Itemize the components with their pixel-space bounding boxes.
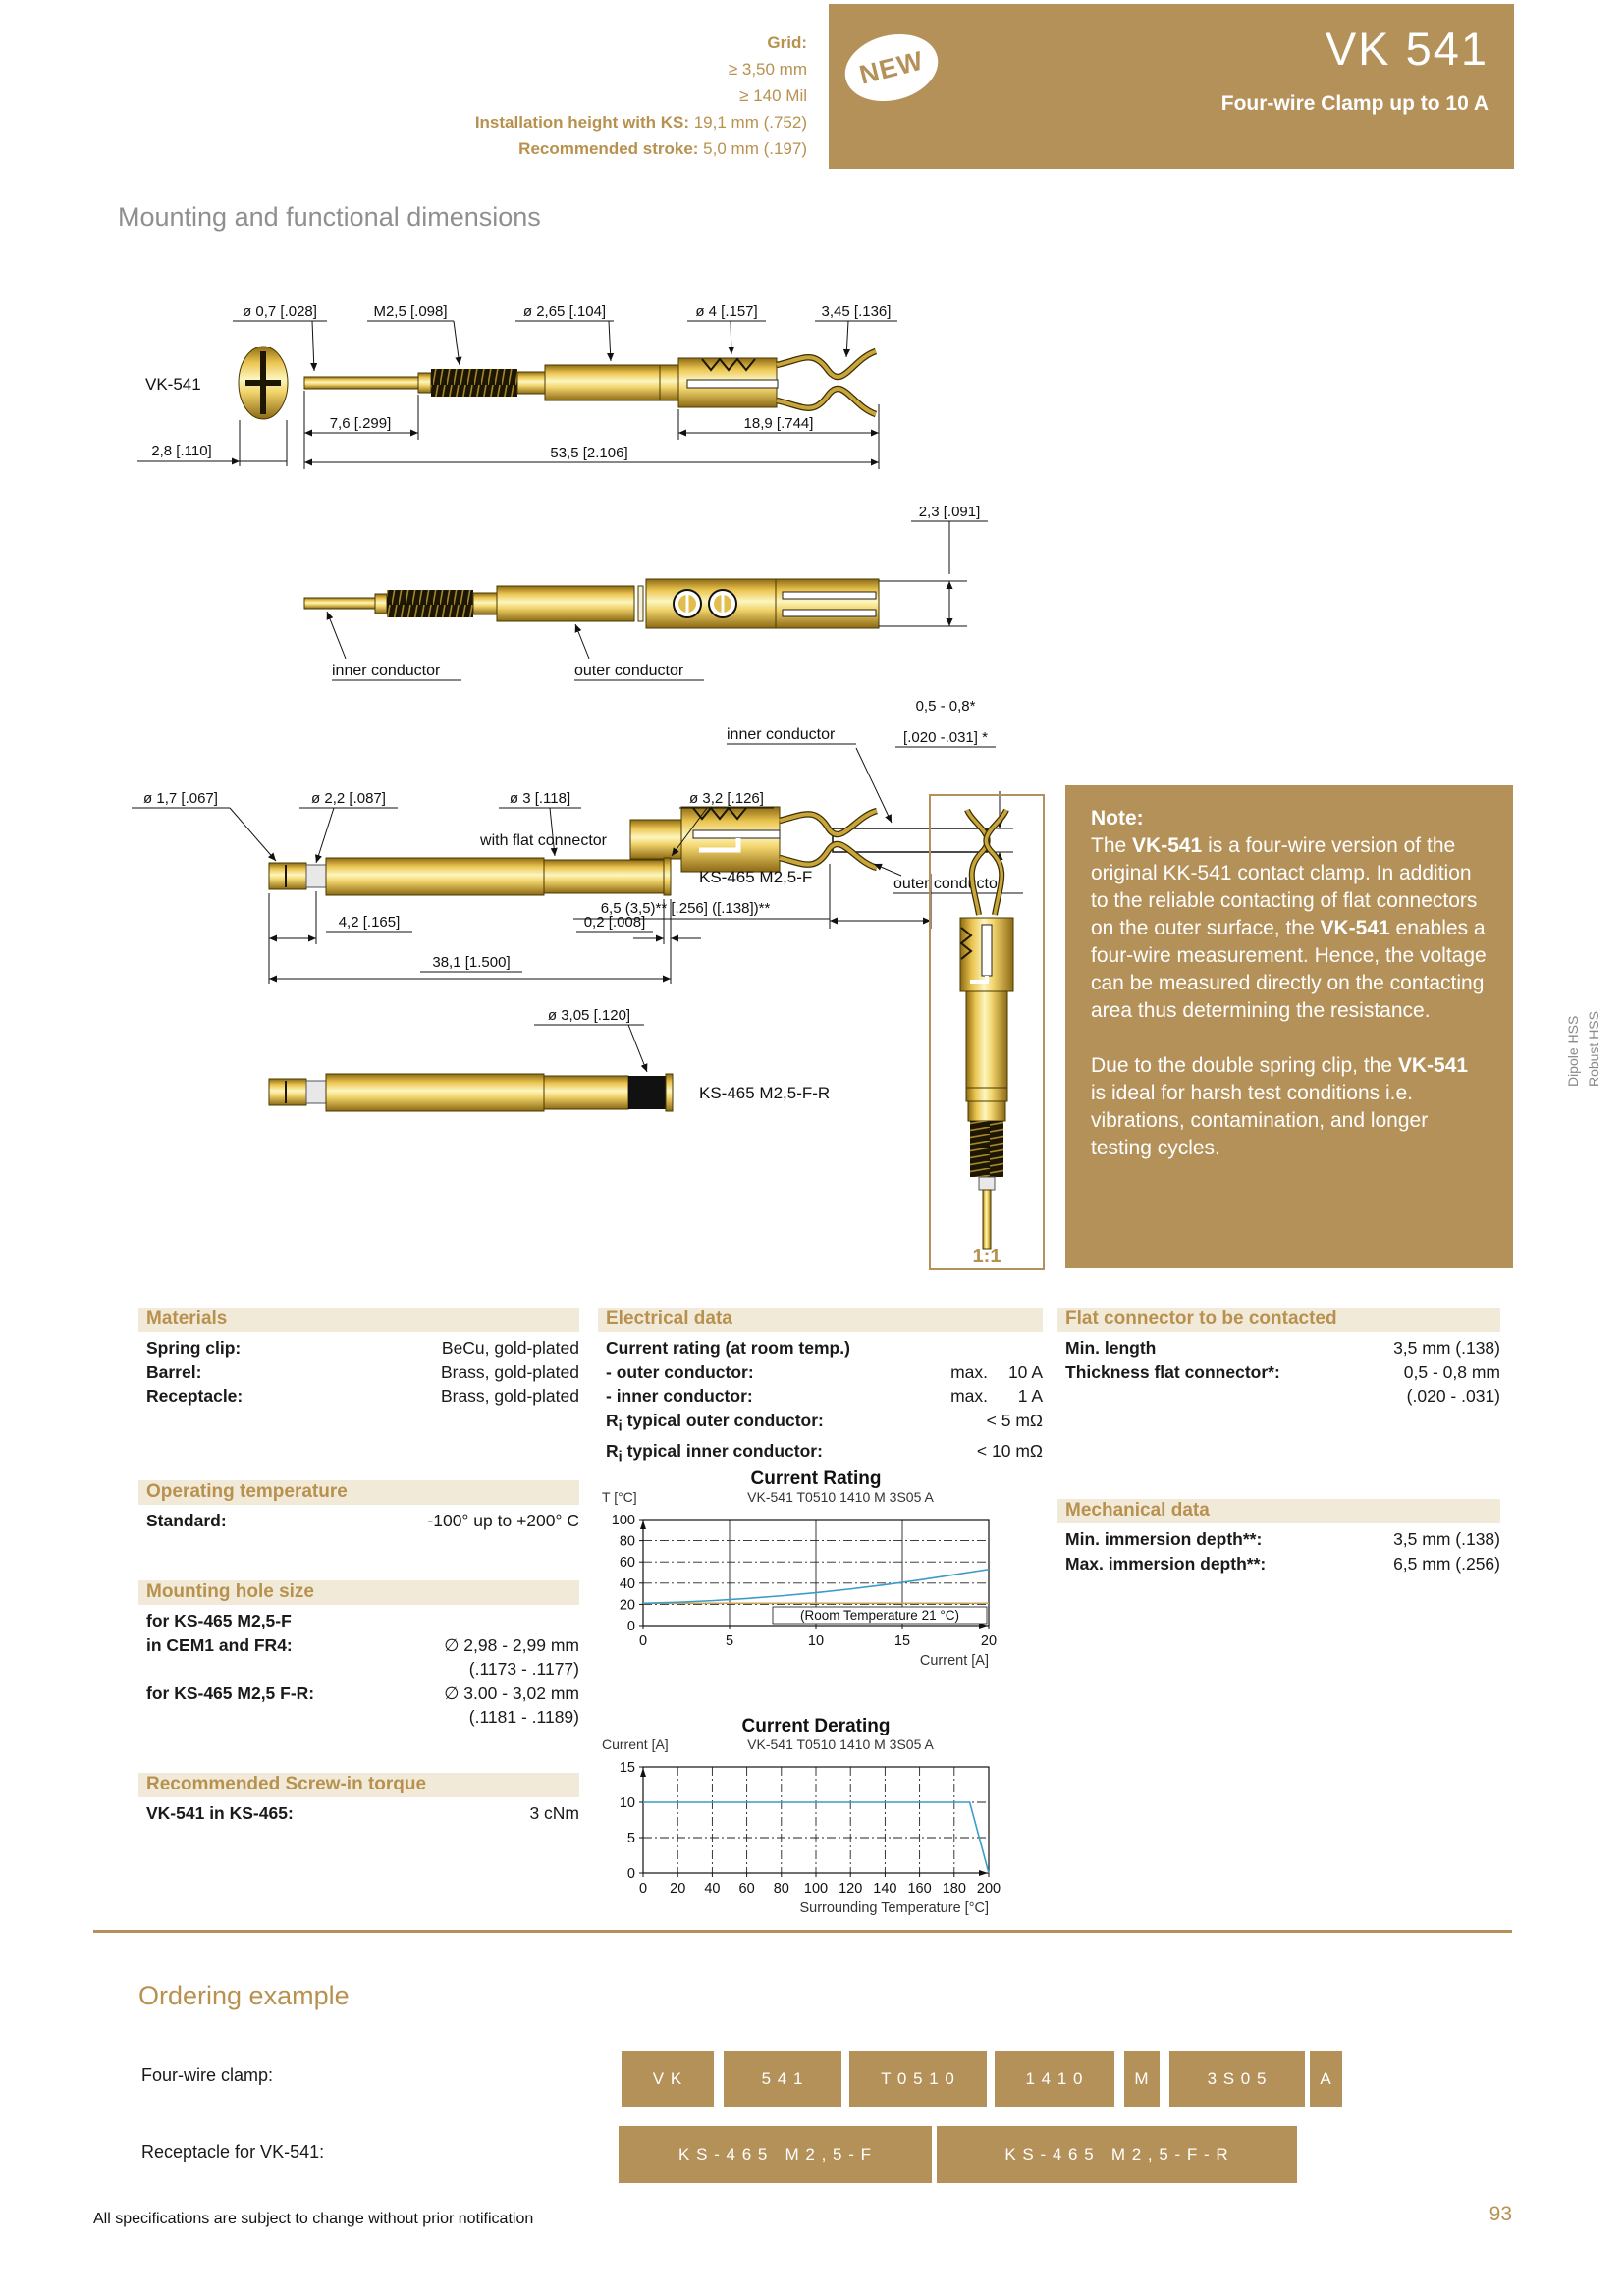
recommended-stroke-line: Recommended stroke: 5,0 mm (.197): [518, 139, 807, 158]
note-box: [1065, 785, 1513, 1268]
svg-text:T [°C]: T [°C]: [602, 1489, 637, 1505]
product-title: VK 541: [1325, 23, 1489, 75]
spec-row: Thickness flat connector*: 0,5 - 0,8 mm: [1065, 1362, 1500, 1382]
drawing-ks465-fr: [269, 1007, 830, 1111]
svg-text:Current Rating: Current Rating: [750, 1468, 882, 1489]
electrical-data-header: Electrical data: [598, 1308, 1043, 1332]
spec-row: $R_i$ typical inner conductor: < 10 mΩ: [606, 1440, 1043, 1465]
spec-row: (.1181 - .1189): [468, 1707, 579, 1727]
pin1-name-label: VK-541: [145, 375, 201, 394]
svg-text:0: 0: [638, 1881, 648, 1896]
svg-text:0: 0: [638, 1633, 648, 1649]
dim-label: ø 2,2 [.087]: [311, 790, 386, 807]
current-rating-chart: [598, 1468, 1043, 1682]
dim-label: ø 1,7 [.067]: [143, 790, 218, 807]
technical-drawings: [83, 294, 1056, 1281]
svg-text:15: 15: [893, 1633, 911, 1649]
mechanical-data-section: [1057, 1499, 1500, 1575]
dim-label: 4,2 [.165]: [338, 914, 401, 931]
dim-label: 7,6 [.299]: [329, 415, 392, 432]
svg-text:5: 5: [725, 1633, 734, 1649]
dim-label: 53,5 [2.106]: [550, 445, 628, 461]
svg-text:0: 0: [626, 1866, 635, 1882]
side-tab-dipole: Dipole HSS: [1565, 1015, 1581, 1088]
svg-text:100: 100: [803, 1881, 829, 1896]
svg-text:Current Derating: Current Derating: [741, 1716, 891, 1736]
svg-text:20: 20: [980, 1633, 998, 1649]
operating-temperature-section: [138, 1480, 579, 1533]
svg-text:20: 20: [619, 1597, 635, 1614]
operating-temperature-header: Operating temperature: [138, 1480, 579, 1505]
screw-torque-section: [138, 1773, 579, 1826]
svg-text:180: 180: [942, 1881, 966, 1896]
installation-height-line: Installation height with KS: 19,1 mm (.752): [474, 113, 807, 132]
svg-text:200: 200: [976, 1881, 1001, 1896]
dim-label: 6,5 (3,5)** [.256] ([.138])**: [600, 900, 771, 917]
order-code-m: M: [1124, 2051, 1160, 2107]
order-code-vk: V K: [622, 2051, 714, 2107]
outer-conductor-label: outer conductor: [574, 663, 684, 679]
drawing-vk541-full: [137, 303, 897, 469]
spec-row: $R_i$ typical outer conductor: < 5 mΩ: [606, 1410, 1043, 1434]
scale-label: 1:1: [972, 1246, 1001, 1267]
order-code-ks465-fr: K S - 4 6 5 M 2 , 5 - F - R: [937, 2126, 1297, 2183]
mounting-hole-section: [138, 1580, 579, 1730]
dim-label: ø 2,65 [.104]: [522, 303, 607, 320]
spec-row: - outer conductor: max. 10 A: [606, 1362, 1043, 1382]
order-code-t0510: T 0 5 1 0: [849, 2051, 987, 2107]
new-badge: NEW: [838, 25, 945, 110]
svg-text:40: 40: [704, 1881, 721, 1896]
dim-label: 0,2 [.008]: [583, 914, 646, 931]
product-subtitle: Four-wire Clamp up to 10 A: [1220, 92, 1489, 115]
grid-label: Grid:: [767, 33, 807, 52]
section-divider: [93, 1930, 1512, 1933]
dim-label: ø 4 [.157]: [695, 303, 758, 320]
drawing-conductors: [304, 504, 988, 680]
svg-text:Surrounding Temperature [°C]: Surrounding Temperature [°C]: [799, 1900, 989, 1916]
receptacle-label: KS-465 M2,5-F: [699, 868, 813, 886]
spec-row: Min. length 3,5 mm (.138): [1065, 1338, 1500, 1358]
dim-label: [.020 -.031] *: [903, 729, 988, 746]
scale-1to1-box: [930, 795, 1044, 1269]
svg-text:10: 10: [807, 1633, 825, 1649]
spec-row: (.020 - .031): [1406, 1386, 1500, 1406]
dim-label: ø 3,2 [.126]: [689, 790, 764, 807]
spec-row: Min. immersion depth**: 3,5 mm (.138): [1065, 1529, 1500, 1549]
svg-text:VK-541 T0510 1410 M 3S05 A: VK-541 T0510 1410 M 3S05 A: [747, 1489, 934, 1505]
materials-header: Materials: [138, 1308, 579, 1332]
mechanical-data-header: Mechanical data: [1057, 1499, 1500, 1523]
order-code-3s05: 3 S 0 5: [1169, 2051, 1305, 2107]
flat-connector-section: [1057, 1308, 1500, 1409]
spec-row: VK-541 in KS-465: 3 cNm: [146, 1803, 579, 1823]
svg-text:Current [A]: Current [A]: [602, 1736, 669, 1752]
svg-text:140: 140: [873, 1881, 897, 1896]
note-paragraph-1: The VK-541 is a four-wire version of the original KK-541 contact clamp. In addition to the reliable contacting of flat connectors on the outer surface, the VK-541 enables a four-wire measurement. Hence, the voltage can be measured directly on the contacting area thus determining the resistance.: [1091, 834, 1487, 1022]
section-title-ordering: Ordering example: [138, 1981, 350, 2010]
spec-row: for KS-465 M2,5 F-R: ∅ 3.00 - 3,02 mm: [146, 1682, 579, 1703]
note-title: Note:: [1091, 807, 1144, 829]
svg-text:15: 15: [619, 1760, 635, 1776]
header-banner: [829, 4, 1514, 169]
screw-torque-header: Recommended Screw-in torque: [138, 1773, 579, 1797]
dim-label: 38,1 [1.500]: [432, 954, 511, 971]
footer-disclaimer: All specifications are subject to change without prior notification: [93, 2211, 534, 2227]
electrical-data-section: [598, 1308, 1043, 1469]
drawing-flat-connector: [479, 698, 1023, 929]
order-code-a: A: [1310, 2051, 1342, 2107]
spec-row: - inner conductor: max. 1 A: [606, 1386, 1043, 1406]
svg-text:Current [A]: Current [A]: [919, 1653, 989, 1669]
dim-label: M2,5 [.098]: [373, 303, 448, 320]
svg-text:60: 60: [619, 1555, 635, 1572]
svg-text:60: 60: [738, 1881, 755, 1896]
order-code-ks465-f: K S - 4 6 5 M 2 , 5 - F: [619, 2126, 932, 2183]
dim-label: 0,5 - 0,8*: [915, 698, 976, 715]
grid-value-mm: ≥ 3,50 mm: [728, 60, 807, 79]
svg-text:10: 10: [619, 1795, 635, 1811]
spec-row: (.1173 - .1177): [468, 1659, 579, 1679]
svg-text:80: 80: [773, 1881, 789, 1896]
flat-connector-strip: [833, 828, 987, 852]
inner-conductor-label: inner conductor: [332, 663, 441, 679]
svg-text:120: 120: [839, 1881, 863, 1896]
order-code-1410: 1 4 1 0: [995, 2051, 1114, 2107]
spec-row: in CEM1 and FR4: ∅ 2,98 - 2,99 mm: [146, 1634, 579, 1655]
svg-text:5: 5: [626, 1831, 635, 1846]
spec-row: Spring clip: BeCu, gold-plated: [146, 1338, 579, 1358]
spec-row: for KS-465 M2,5-F: [146, 1611, 292, 1630]
dim-label: ø 0,7 [.028]: [243, 303, 317, 320]
current-derating-chart: [598, 1716, 1043, 1930]
header-specs-block: [236, 29, 807, 162]
note-paragraph-2: Due to the double spring clip, the VK-541 is ideal for harsh test conditions i.e. vibrations, contamination, and longer testing cycles.: [1091, 1054, 1469, 1159]
outer-conductor-label: outer conductor: [893, 876, 1003, 892]
with-flat-connector-label: with flat connector: [480, 832, 607, 849]
order-code-541: 5 4 1: [724, 2051, 841, 2107]
svg-text:20: 20: [670, 1881, 686, 1896]
svg-text:VK-541 T0510 1410 M 3S05 A: VK-541 T0510 1410 M 3S05 A: [747, 1736, 934, 1752]
svg-text:40: 40: [619, 1575, 635, 1592]
side-category-tabs: [1563, 1011, 1604, 1087]
dim-label: 2,8 [.110]: [151, 443, 212, 459]
receptacle-label: Receptacle for VK-541:: [141, 2142, 325, 2162]
svg-text:80: 80: [619, 1533, 635, 1550]
svg-text:160: 160: [907, 1881, 932, 1896]
side-tab-robust: Robust HSS: [1586, 1011, 1601, 1088]
spec-row: Max. immersion depth**: 6,5 mm (.256): [1065, 1553, 1500, 1574]
materials-section: [138, 1308, 579, 1409]
dim-label: 18,9 [.744]: [743, 415, 814, 432]
dim-label: ø 3 [.118]: [509, 790, 571, 807]
dim-label: 3,45 [.136]: [821, 303, 892, 320]
section-title-mounting: Mounting and functional dimensions: [118, 202, 541, 232]
inner-conductor-label: inner conductor: [727, 726, 836, 743]
spec-row: Standard: -100° up to +200° C: [146, 1511, 579, 1530]
grid-value-mil: ≥ 140 Mil: [739, 86, 807, 105]
flat-connector-header: Flat connector to be contacted: [1057, 1308, 1500, 1332]
four-wire-clamp-label: Four-wire clamp:: [141, 2065, 274, 2085]
dim-label: 2,3 [.091]: [918, 504, 981, 520]
svg-text:(Room Temperature 21 °C): (Room Temperature 21 °C): [800, 1608, 959, 1623]
page-number: 93: [1489, 2203, 1512, 2225]
spec-row: Barrel: Brass, gold-plated: [146, 1362, 579, 1382]
svg-text:0: 0: [626, 1619, 635, 1634]
current-rating-heading: Current rating (at room temp.): [606, 1338, 850, 1358]
svg-text:100: 100: [611, 1513, 635, 1528]
spec-row: Receptacle: Brass, gold-plated: [146, 1386, 579, 1406]
receptacle-label: KS-465 M2,5-F-R: [699, 1084, 831, 1102]
dim-label: ø 3,05 [.120]: [547, 1007, 631, 1024]
mounting-hole-header: Mounting hole size: [138, 1580, 579, 1605]
